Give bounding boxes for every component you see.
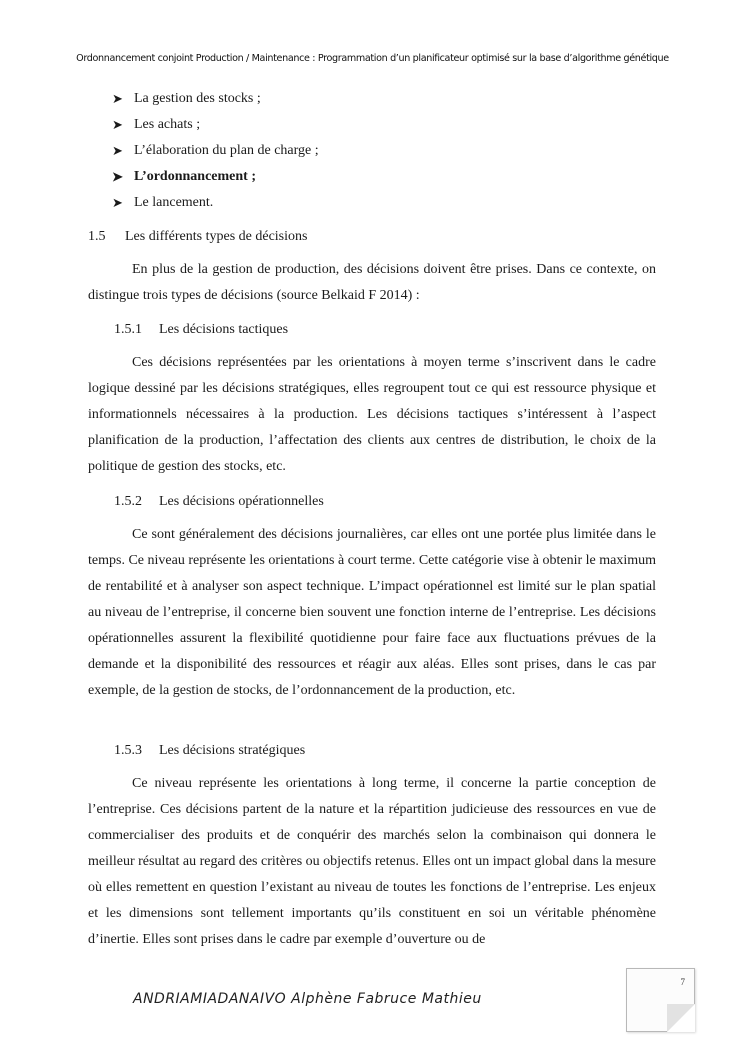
subsection-title: Les décisions tactiques bbox=[159, 322, 289, 337]
subsection-heading bbox=[114, 494, 324, 510]
section-number: 1.5 bbox=[88, 229, 106, 244]
page-number-box bbox=[626, 968, 695, 1032]
subsection-number: 1.5.3 bbox=[114, 743, 142, 758]
list-item bbox=[112, 166, 319, 192]
section-heading bbox=[88, 229, 307, 245]
list-item bbox=[112, 114, 319, 140]
bullet-list bbox=[112, 88, 319, 218]
footer-author: ANDRIAMIADANAIVO Alphène Fabruce Mathieu bbox=[133, 991, 482, 1007]
arrow-bullet-icon: ➤ bbox=[112, 143, 123, 158]
list-item-text: Les achats ; bbox=[134, 117, 201, 132]
running-header: Ordonnancement conjoint Production / Maintenance : Programmation d’un planificateur optimisé sur la base d’algorithme génétique bbox=[76, 53, 669, 64]
subsection-title: Les décisions stratégiques bbox=[159, 743, 306, 758]
subsection-number: 1.5.1 bbox=[114, 322, 142, 337]
arrow-bullet-icon: ➤ bbox=[112, 91, 123, 106]
list-item bbox=[112, 192, 319, 218]
arrow-bullet-icon: ➤ bbox=[112, 169, 123, 184]
subsection-heading bbox=[114, 743, 305, 759]
paragraph-operationnelles: Ce sont généralement des décisions journalières, car elles ont une portée plus limitée dans le temps. Ce niveau représente les orientations à court terme. Cette catégorie vise à obtenir le maximum de rentabilité et à analyser son aspect technique. L’impact opérationnel est limité sur le plan spatial au niveau de l’entreprise, il concerne bien souvent une fonction interne de l’entreprise. Les décisions opérationnelles assurent la flexibilité quotidienne pour faire face aux fluctuations prévues de la demande et la disponibilité des ressources et réagir aux aléas. Elles sont prises, dans le cas par exemple, de la gestion de stocks, de l’ordonnancement de la production, etc. bbox=[88, 527, 656, 698]
paragraph-strategiques: Ce niveau représente les orientations à long terme, il concerne la partie conception de l’entreprise. Ces décisions partent de la nature et la répartition judicieuse des ressources en vue de commercialiser des produits et de conquérir des marchés selon la combinaison qui donnera le meilleur résultat au regard des critères ou objectifs retenus. Elles ont un impact global dans la mesure où elles remettent en question l’existant au niveau de toutes les fonctions de l’entreprise. Les enjeux et les dimensions sont tellement importants qu’ils constituent en soi un véritable phénomène d’inertie. Elles sont prises dans le cadre par exemple d’ouverture ou de bbox=[88, 776, 656, 947]
arrow-bullet-icon: ➤ bbox=[112, 117, 123, 132]
subsection-heading bbox=[114, 322, 288, 338]
list-item-text: La gestion des stocks ; bbox=[134, 91, 261, 106]
list-item bbox=[112, 88, 319, 114]
paragraph-intro: En plus de la gestion de production, des décisions doivent être prises. Dans ce contexte, on distingue trois types de décisions (source Belkaid F 2014) : bbox=[88, 262, 656, 303]
page-number: 7 bbox=[680, 977, 685, 987]
subsection-title: Les décisions opérationnelles bbox=[159, 494, 324, 509]
arrow-bullet-icon: ➤ bbox=[112, 195, 123, 210]
list-item bbox=[112, 140, 319, 166]
list-item-text: L’élaboration du plan de charge ; bbox=[134, 143, 319, 158]
subsection-number: 1.5.2 bbox=[114, 494, 142, 509]
section-title: Les différents types de décisions bbox=[125, 229, 308, 244]
paragraph-tactiques: Ces décisions représentées par les orientations à moyen terme s’inscrivent dans le cadre logique dessiné par les décisions stratégiques, elles regroupent tout ce qui est ressource physique et informationnels nécessaires à la production. Les décisions tactiques s’intéressent à l’aspect planification de la production, l’affectation des clients aux centres de distribution, le choix de la politique de gestion des stocks, etc. bbox=[88, 355, 656, 474]
list-item-text: L’ordonnancement ; bbox=[134, 169, 256, 184]
page-curl-icon bbox=[667, 1004, 695, 1032]
list-item-text: Le lancement. bbox=[134, 195, 214, 210]
